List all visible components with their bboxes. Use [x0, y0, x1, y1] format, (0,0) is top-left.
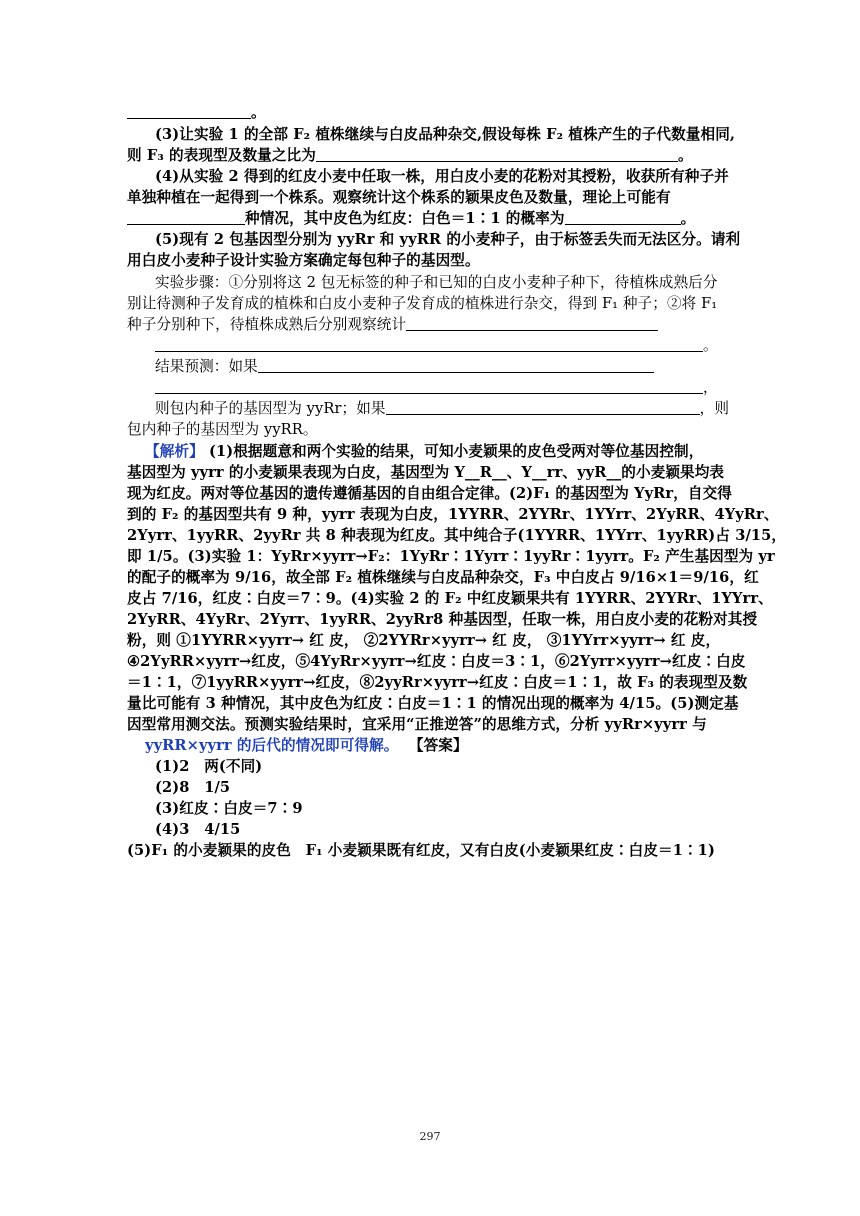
answer-blank[interactable] — [565, 210, 681, 225]
analysis-line1 — [145, 442, 765, 462]
prediction-line2 — [155, 378, 775, 398]
answer-blank[interactable] — [155, 379, 703, 394]
answer-line1 — [145, 736, 765, 756]
question-4-line1: (4)从实验 2 得到的红皮小麦中任取一株，用白皮小麦的花粉对其授粉，收获所有种子并 — [155, 168, 729, 185]
analysis-line3: 现为红皮。两对等位基因的遗传遵循基因的自由组合定律。(2)F₁ 的基因型为 YyRr，自交得 — [127, 485, 732, 502]
text-span: 。 — [677, 147, 693, 164]
page-number: 297 — [419, 1130, 441, 1143]
text-span: ，则 — [699, 400, 730, 417]
steps-line1: 实验步骤：①分别将这 2 包无标签的种子和已知的白皮小麦种子种下，待植株成熟后分 — [155, 274, 718, 291]
answer-line4: (3)红皮∶白皮＝7∶9 — [155, 800, 303, 817]
text-span: 种情况，其中皮色为红皮：白色＝1∶1 的概率为 — [245, 210, 565, 227]
prediction-line1 — [155, 357, 775, 377]
steps-line4 — [155, 336, 775, 356]
answer-blank[interactable] — [316, 147, 678, 162]
text-span: 种子分别种下，待植株成熟后分别观察统计 — [127, 316, 407, 333]
text-span: 则 F₃ 的表现型及数量之比为 — [127, 147, 316, 164]
text-span: ， — [703, 379, 718, 396]
question-4-line3 — [127, 209, 747, 229]
answer-blank[interactable] — [155, 337, 703, 352]
answer-blank[interactable] — [127, 210, 245, 225]
text-span: 。 — [251, 104, 266, 121]
analysis-line11: ④2YyRR×yyrr→红皮，⑤4YyRr×yyrr→红皮∶白皮＝3∶1，⑥2Yyrr×yyrr→红皮∶白皮 — [127, 653, 746, 670]
analysis-line14: 因型常用测交法。预测实验结果时，宜采用“正推逆答”的思维方式，分析 yyRr×yyrr 与 — [127, 716, 707, 733]
answer-line3: (2)8 1/5 — [155, 779, 231, 796]
answer-blank[interactable] — [406, 316, 658, 331]
analysis-tag: 【解析】 — [145, 443, 204, 460]
question-5-line1: (5)现有 2 包基因型分别为 yyRr 和 yyRR 的小麦种子，由于标签丢失而无法区分。请利 — [155, 231, 741, 248]
analysis-line10: 粉，则 ①1YYRR×yyrr→ 红 皮， ②2YYRr×yyrr→ 红 皮， ③1YYrr×yyrr→ 红 皮， — [127, 632, 721, 649]
question-5-line2: 用白皮小麦种子设计实验方案确定每包种子的基因型。 — [127, 252, 480, 269]
prediction-line3 — [155, 399, 775, 419]
answer-line5: (4)3 4/15 — [155, 821, 241, 838]
answer-blank[interactable] — [386, 400, 700, 415]
answer-blank[interactable] — [127, 104, 251, 119]
analysis-line13: 量比可能有 3 种情况，其中皮色为红皮∶白皮＝1∶1 的情况出现的概率为 4/15。(5)测定基 — [127, 695, 739, 712]
analysis-line9: 2YyRR、4YyRr、2Yyrr、1yyRR、2yyRr8 种基因型，任取一株，用白皮小麦的花粉对其授 — [127, 611, 758, 628]
steps-line3 — [127, 315, 747, 335]
steps-line2: 别让待测种子发育成的植株和白皮小麦种子发育成的植株进行杂交，得到 F₁ 种子；②将 F₁ — [127, 295, 718, 312]
analysis-line4: 到的 F₂ 的基因型共有 9 种，yyrr 表现为白皮，1YYRR、2YYRr、1YYrr、2YyRR、4YyRr、 — [127, 506, 779, 523]
text-span: (1)根据题意和两个实验的结果，可知小麦颖果的皮色受两对等位基因控制， — [208, 443, 704, 460]
question-3-line1: (3)让实验 1 的全部 F₂ 植株继续与白皮品种杂交,假设每株 F₂ 植株产生的子代数量相同, — [155, 126, 736, 143]
analysis-line2: 基因型为 yyrr 的小麦颖果表现为白皮，基因型为 Y__R__、Y__rr、yyR__的小麦颖果均表 — [127, 464, 725, 481]
text-span: 则包内种子的基因型为 yyRr；如果 — [155, 400, 386, 417]
answer-line6: (5)F₁ 的小麦颖果的皮色 F₁ 小麦颖果既有红皮，又有白皮(小麦颖果红皮∶白皮＝1∶1) — [127, 842, 715, 859]
analysis-line7: 的配子的概率为 9/16，故全部 F₂ 植株继续与白皮品种杂交，F₃ 中白皮占 9/16×1＝9/16，红 — [127, 569, 759, 586]
answer-tag: yyRR×yyrr 的后代的情况即可得解。 — [145, 737, 399, 754]
question-4-line2: 单独种植在一起得到一个株系。观察统计这个株系的颖果皮色及数量，理论上可能有 — [127, 189, 671, 206]
question-3-line2 — [127, 146, 747, 166]
answer-line-continuation — [127, 103, 747, 123]
text-span: 。 — [703, 337, 718, 354]
text-span: 。 — [680, 210, 696, 227]
prediction-line4: 包内种子的基因型为 yyRR。 — [127, 421, 318, 438]
analysis-line6: 即 1/5。(3)实验 1：YyRr×yyrr→F₂：1YyRr∶1Yyrr∶1yyRr∶1yyrr。F₂ 产生基因型为 yr — [127, 548, 775, 565]
answer-blank[interactable] — [258, 358, 654, 373]
analysis-line8: 皮占 7/16，红皮∶白皮＝7∶9。(4)实验 2 的 F₂ 中红皮颖果共有 1YYRR、2YYRr、1YYrr、 — [127, 590, 773, 607]
text-span: 【答案】 — [408, 737, 468, 754]
analysis-line5: 2Yyrr、1yyRR、2yyRr 共 8 种表现为红皮。其中纯合子(1YYRR、1YYrr、1yyRR)占 3/15， — [127, 527, 787, 544]
text-span: 结果预测：如果 — [155, 358, 258, 375]
analysis-line12: ＝1∶1，⑦1yyRR×yyrr→红皮，⑧2yyRr×yyrr→红皮∶白皮＝1∶1，故 F₃ 的表现型及数 — [127, 674, 748, 691]
answer-line2: (1)2 两(不同) — [155, 758, 263, 775]
